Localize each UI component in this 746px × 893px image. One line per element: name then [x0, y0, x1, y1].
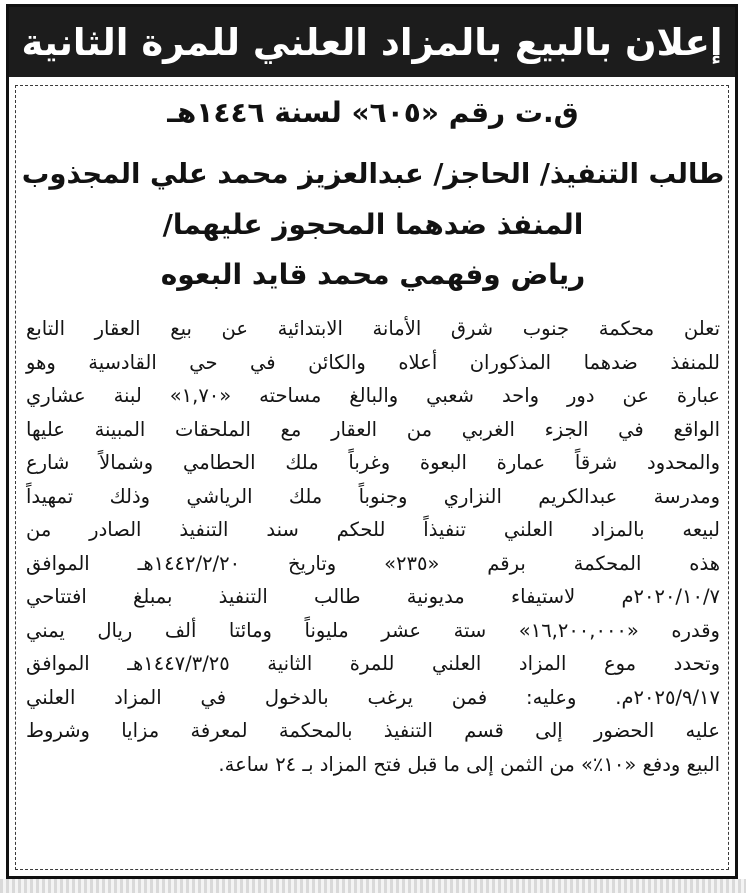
- body-line: ٢٠٢٠/١٠/٧م لاستيفاء مديونية طالب التنفيذ بمبلغ افتتاحي: [26, 585, 720, 608]
- body-line: هذه المحكمة برقم «٢٣٥» وتاريخ ١٤٤٢/٢/٢٠هـ الموافق: [26, 551, 721, 575]
- defendants-label-heading: المنفذ ضدهما المحجوز عليهما/: [162, 208, 584, 241]
- body-line: البيع ودفع «١٠٪» من الثمن إلى ما قبل فتح المزاد بـ ٢٤ ساعة.: [218, 752, 720, 776]
- body-line: وقدره «١٦,٢٠٠,٠٠٠» ستة عشر مليوناً ومائتا ألف ريال يمني: [26, 618, 720, 642]
- body-line: للمنفذ ضدهما المذكوران أعلاه والكائن في حي القادسية وهو: [26, 350, 720, 374]
- body-line: ومدرسة عبدالكريم النزاري وجنوباً ملك الرياشي وذلك تمهيداً: [26, 484, 720, 508]
- executor-heading: طالب التنفيذ/ الحاجز/ عبدالعزيز محمد علي المجذوب: [21, 158, 725, 190]
- announcement-body: [26, 312, 720, 781]
- body-line: تعلن محكمة جنوب شرق الأمانة الابتدائية عن بيع العقار التابع: [26, 317, 720, 340]
- announcement-title: إعلان بالبيع بالمزاد العلني للمرة الثانية: [9, 7, 735, 77]
- body-line: ٢٠٢٥/٩/١٧م. وعليه: فمن يرغب بالدخول في المزاد العلني: [26, 685, 720, 709]
- body-line: الواقع في الجزء الغربي من العقار مع الملحقات المبينة عليها: [26, 417, 720, 441]
- body-line: عليه الحضور إلى قسم التنفيذ بالمحكمة لمعرفة مزايا وشروط: [26, 719, 720, 742]
- body-line: والمحدود شرقاً عمارة البعوة وغرباً ملك الحطامي وشمالاً شارع: [26, 451, 720, 474]
- scan-edge-texture: [0, 879, 746, 893]
- case-number-heading: ق.ت رقم «٦٠٥» لسنة ١٤٤٦هـ: [167, 96, 579, 129]
- body-line: وتحدد موع المزاد العلني للمرة الثانية ١٤٤٧/٣/٢٥هـ الموافق: [26, 652, 720, 675]
- defendants-names-heading: رياض وفهمي محمد قايد البعوه: [160, 258, 586, 291]
- body-line: لبيعه بالمزاد العلني تنفيذاً للحكم سند التنفيذ الصادر من: [26, 518, 720, 541]
- body-line: عبارة عن دور واحد شعبي والبالغ مساحته «١,٧٠» لبنة عشاري: [26, 384, 720, 407]
